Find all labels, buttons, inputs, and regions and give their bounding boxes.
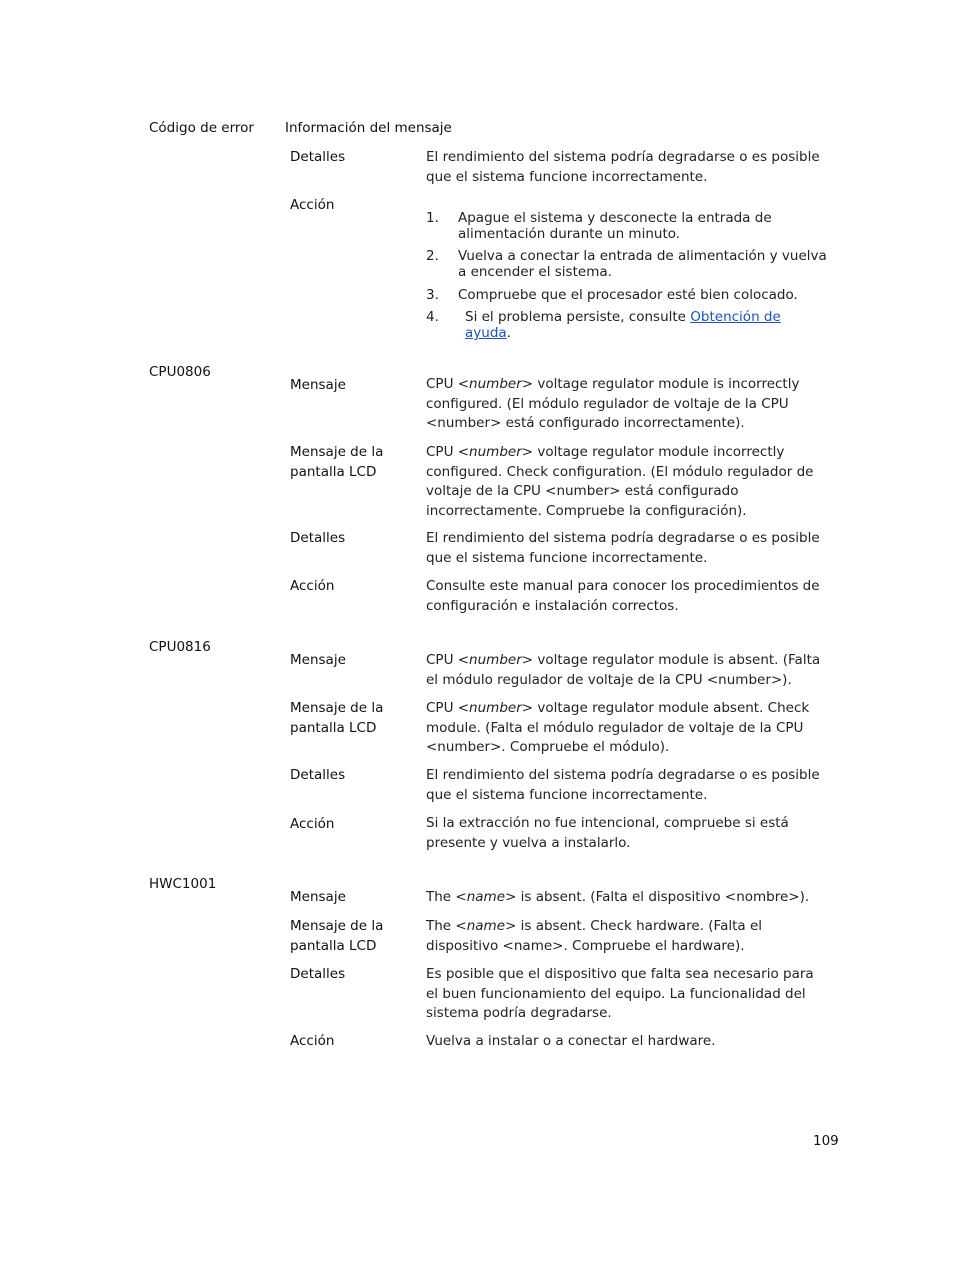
details-label: Detalles (290, 149, 346, 165)
lcd-message-label: Mensaje de la pantalla LCD (290, 700, 384, 736)
message-label: Mensaje (290, 889, 346, 905)
step-text: Si el problema persiste, consulte Obtención de ayuda. (465, 309, 781, 341)
error-code: HWC1001 (149, 876, 217, 892)
action-label: Acción (290, 578, 335, 594)
lcd-message-label: Mensaje de la pantalla LCD (290, 444, 384, 480)
action-label: Acción (290, 197, 335, 213)
action-label: Acción (290, 816, 335, 832)
lcd-message-label: Mensaje de la pantalla LCD (290, 918, 384, 954)
lcd-message-text: CPU <number> voltage regulator module absent. Check module. (Falta el módulo regulador de voltaje de la CPU <number>. Compruebe el módulo). (426, 700, 810, 755)
message-text: CPU <number> voltage regulator module is incorrectly configured. (El módulo regulador de voltaje de la CPU <number> está configurado incorrectamente). (426, 376, 800, 431)
lcd-message-text: CPU <number> voltage regulator module incorrectly configured. Check configuration. (El módulo regulador de voltaje de la CPU <number> está configurado incorrectamente. Compruebe la configuración). (426, 444, 814, 519)
details-text: Es posible que el dispositivo que falta sea necesario para el buen funcionamiento del equipo. La funcionalidad del sistema podría degradarse. (426, 966, 814, 1021)
message-text: CPU <number> voltage regulator module is absent. (Falta el módulo regulador de voltaje de la CPU <number>). (426, 652, 821, 688)
action-text: Si la extracción no fue intencional, compruebe si está presente y vuelva a instalarlo. (426, 815, 789, 851)
details-text: El rendimiento del sistema podría degradarse o es posible que el sistema funcione incorrectamente. (426, 767, 820, 803)
error-code: CPU0806 (149, 364, 211, 380)
error-code: CPU0816 (149, 639, 211, 655)
action-label: Acción (290, 1033, 335, 1049)
step-number: 2. (426, 248, 439, 264)
step-text: Vuelva a conectar la entrada de alimentación y vuelva a encender el sistema. (458, 248, 827, 280)
action-step (426, 287, 828, 303)
column-header-error-code: Código de error (149, 120, 254, 136)
step-text: Apague el sistema y desconecte la entrada de alimentación durante un minuto. (458, 210, 772, 242)
step-number: 3. (426, 287, 439, 303)
step-number: 4. (426, 309, 439, 325)
action-text: Consulte este manual para conocer los procedimientos de configuración e instalación correctos. (426, 578, 820, 614)
action-step (426, 210, 828, 242)
details-label: Detalles (290, 767, 346, 783)
action-step (426, 309, 828, 341)
message-label: Mensaje (290, 377, 346, 393)
action-text: Vuelva a instalar o a conectar el hardware. (426, 1033, 716, 1049)
details-label: Detalles (290, 530, 346, 546)
details-text: El rendimiento del sistema podría degradarse o es posible que el sistema funcione incorrectamente. (426, 530, 820, 566)
column-header-message-info: Información del mensaje (285, 120, 452, 136)
help-link[interactable]: Obtención de ayuda (465, 309, 781, 341)
details-text: El rendimiento del sistema podría degradarse o es posible que el sistema funcione incorrectamente. (426, 149, 820, 185)
action-step (426, 248, 828, 280)
lcd-message-text: The <name> is absent. Check hardware. (Falta el dispositivo <name>. Compruebe el hardware). (426, 918, 763, 954)
step-text: Compruebe que el procesador esté bien colocado. (458, 287, 798, 303)
message-label: Mensaje (290, 652, 346, 668)
message-text: The <name> is absent. (Falta el dispositivo <nombre>). (426, 889, 810, 905)
page-number: 109 (813, 1133, 839, 1149)
details-label: Detalles (290, 966, 346, 982)
step-number: 1. (426, 210, 439, 226)
